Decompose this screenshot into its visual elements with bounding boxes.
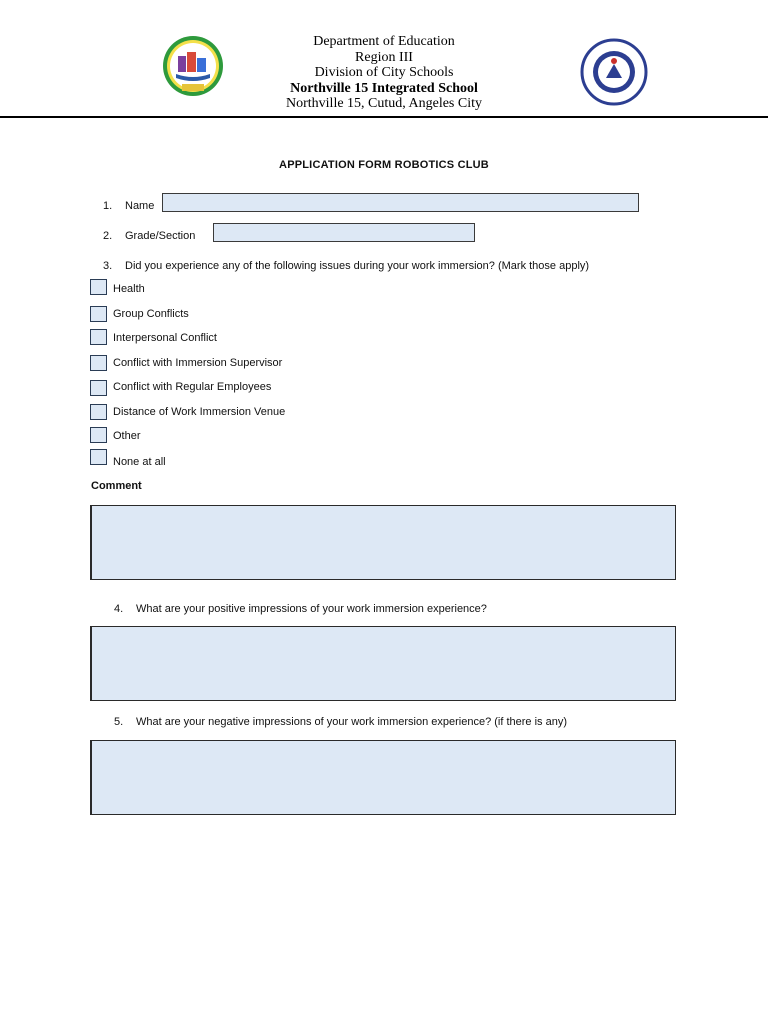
checkbox-interpersonal-conflict[interactable] [90,329,107,345]
question-label: Grade/Section [125,230,196,242]
header-divider [0,116,768,118]
comment-textarea[interactable] [90,505,676,580]
checkbox-label: None at all [113,456,166,468]
letterhead-text [234,34,534,112]
question-number: 2. [103,230,113,242]
question-number: 1. [103,200,113,212]
question-2 [103,229,195,243]
question-label: Name [125,200,155,212]
question-number: 3. [103,260,113,272]
question-5 [114,715,567,729]
checkbox-distance-venue[interactable] [90,404,107,420]
school-name: Northville 15 Integrated School [290,80,478,96]
checkbox-health[interactable] [90,279,107,295]
comment-label: Comment [91,480,142,492]
question-number: 5. [114,716,124,728]
question-label: What are your positive impressions of your work immersion experience? [136,603,487,615]
question-3 [103,259,589,273]
question-label: What are your negative impressions of your work immersion experience? (if there is any) [136,716,568,728]
checkbox-label: Conflict with Regular Employees [113,381,272,393]
checkbox-label: Conflict with Immersion Supervisor [113,357,283,369]
region-line: Region III [355,49,413,65]
letterhead [0,30,768,110]
checkbox-label: Other [113,430,141,442]
department-line: Department of Education [313,34,455,49]
checkbox-none[interactable] [90,449,107,465]
checkbox-group-conflicts[interactable] [90,306,107,322]
negative-impressions-textarea[interactable] [90,740,676,815]
checkbox-label: Interpersonal Conflict [113,332,217,344]
form-title: APPLICATION FORM ROBOTICS CLUB [279,159,489,171]
school-logo [160,36,226,98]
question-label: Did you experience any of the following issues during your work immersion? (Mark those apply) [125,260,590,272]
checkbox-label: Group Conflicts [113,308,189,320]
question-number: 4. [114,603,124,615]
grade-section-field[interactable] [213,223,475,242]
deped-seal [580,38,648,106]
checkbox-conflict-employees[interactable] [90,380,107,396]
checkbox-conflict-supervisor[interactable] [90,355,107,371]
checkbox-other[interactable] [90,427,107,443]
checkbox-label: Distance of Work Immersion Venue [113,406,286,418]
question-1 [103,199,154,213]
positive-impressions-textarea[interactable] [90,626,676,701]
checkbox-label: Health [113,283,145,295]
name-field[interactable] [162,193,639,212]
division-line: Division of City Schools [314,65,454,80]
question-4 [114,602,487,616]
school-address: Northville 15, Cutud, Angeles City [286,96,482,111]
